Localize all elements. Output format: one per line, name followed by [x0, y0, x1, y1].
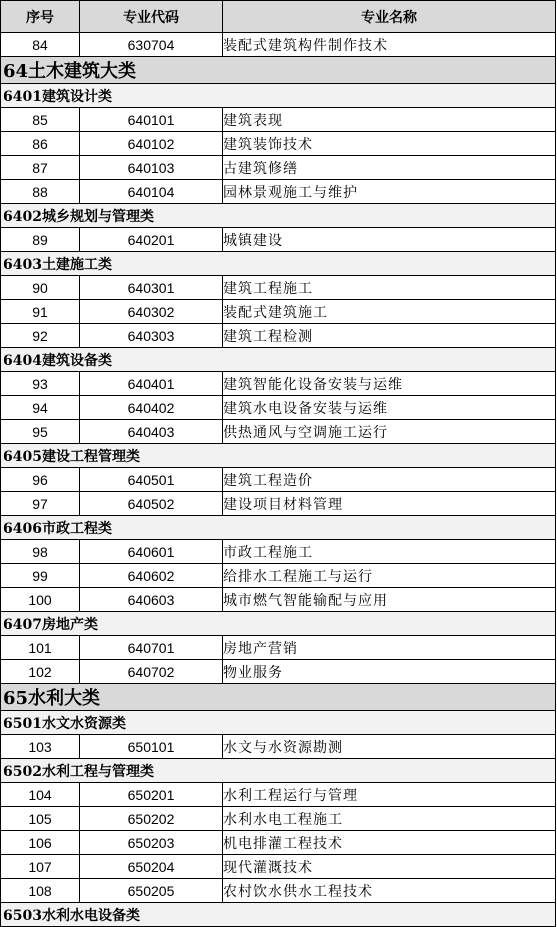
serial-cell: 87 [1, 156, 80, 180]
serial-cell: 100 [1, 588, 80, 612]
subcategory-row [1, 444, 556, 468]
code-cell: 640403 [80, 420, 223, 444]
name-cell: 现代灌溉技术 [223, 855, 556, 879]
table-row [1, 492, 556, 516]
table-row [1, 636, 556, 660]
table-row [1, 588, 556, 612]
code-cell: 640401 [80, 372, 223, 396]
table-row [1, 372, 556, 396]
code-cell: 640502 [80, 492, 223, 516]
name-cell: 房地产营销 [223, 636, 556, 660]
serial-cell: 99 [1, 564, 80, 588]
name-cell: 建设项目材料管理 [223, 492, 556, 516]
table-row [1, 396, 556, 420]
name-cell: 装配式建筑施工 [223, 300, 556, 324]
table-row [1, 564, 556, 588]
table-row [1, 468, 556, 492]
code-cell: 640701 [80, 636, 223, 660]
code-cell: 640702 [80, 660, 223, 684]
name-cell: 园林景观施工与维护 [223, 180, 556, 204]
serial-cell: 102 [1, 660, 80, 684]
subcategory-row [1, 252, 556, 276]
name-cell: 水利工程运行与管理 [223, 783, 556, 807]
table-row [1, 420, 556, 444]
major-category-row [1, 684, 556, 711]
name-cell: 建筑智能化设备安装与运维 [223, 372, 556, 396]
name-cell: 建筑工程检测 [223, 324, 556, 348]
header-name: 专业名称 [223, 1, 556, 33]
subcategory-label: 6403土建施工类 [1, 252, 556, 276]
subcategory-row [1, 348, 556, 372]
table-row [1, 660, 556, 684]
serial-cell: 94 [1, 396, 80, 420]
name-cell: 建筑工程施工 [223, 276, 556, 300]
serial-cell: 98 [1, 540, 80, 564]
serial-cell: 85 [1, 108, 80, 132]
subcategory-label: 6401建筑设计类 [1, 84, 556, 108]
name-cell: 水利水电工程施工 [223, 807, 556, 831]
subcategory-row [1, 612, 556, 636]
subcategory-row [1, 204, 556, 228]
code-cell: 640101 [80, 108, 223, 132]
major-category-label: 65水利大类 [1, 684, 556, 711]
code-cell: 640303 [80, 324, 223, 348]
name-cell: 建筑装饰技术 [223, 132, 556, 156]
code-cell: 640402 [80, 396, 223, 420]
table-row [1, 108, 556, 132]
table-row [1, 540, 556, 564]
table-row [1, 879, 556, 903]
name-cell: 建筑水电设备安装与运维 [223, 396, 556, 420]
code-cell: 640601 [80, 540, 223, 564]
code-cell: 640602 [80, 564, 223, 588]
code-cell: 640603 [80, 588, 223, 612]
code-cell: 640102 [80, 132, 223, 156]
name-cell: 水文与水资源勘测 [223, 735, 556, 759]
serial-cell: 88 [1, 180, 80, 204]
table-row [1, 324, 556, 348]
table-row [1, 300, 556, 324]
code-cell: 650205 [80, 879, 223, 903]
code-cell: 650101 [80, 735, 223, 759]
table-row [1, 33, 556, 57]
header-row [1, 1, 556, 33]
table-row [1, 855, 556, 879]
code-cell: 650204 [80, 855, 223, 879]
table-row [1, 156, 556, 180]
subcategory-row [1, 516, 556, 540]
subcategory-row [1, 903, 556, 927]
name-cell: 机电排灌工程技术 [223, 831, 556, 855]
subcategory-label: 6502水利工程与管理类 [1, 759, 556, 783]
table-row [1, 783, 556, 807]
code-cell: 650202 [80, 807, 223, 831]
table-row [1, 276, 556, 300]
table-row [1, 228, 556, 252]
table-row [1, 180, 556, 204]
code-cell: 640501 [80, 468, 223, 492]
serial-cell: 105 [1, 807, 80, 831]
name-cell: 农村饮水供水工程技术 [223, 879, 556, 903]
serial-cell: 101 [1, 636, 80, 660]
code-cell: 640104 [80, 180, 223, 204]
serial-cell: 90 [1, 276, 80, 300]
header-code: 专业代码 [80, 1, 223, 33]
code-cell: 650203 [80, 831, 223, 855]
name-cell: 给排水工程施工与运行 [223, 564, 556, 588]
header-serial: 序号 [1, 1, 80, 33]
serial-cell: 89 [1, 228, 80, 252]
name-cell: 古建筑修缮 [223, 156, 556, 180]
serial-cell: 91 [1, 300, 80, 324]
name-cell: 装配式建筑构件制作技术 [223, 33, 556, 57]
serial-cell: 92 [1, 324, 80, 348]
name-cell: 市政工程施工 [223, 540, 556, 564]
serial-cell: 104 [1, 783, 80, 807]
code-cell: 630704 [80, 33, 223, 57]
subcategory-row [1, 84, 556, 108]
serial-cell: 93 [1, 372, 80, 396]
serial-cell: 86 [1, 132, 80, 156]
major-category-label: 64土木建筑大类 [1, 57, 556, 84]
name-cell: 建筑工程造价 [223, 468, 556, 492]
name-cell: 物业服务 [223, 660, 556, 684]
code-cell: 640103 [80, 156, 223, 180]
serial-cell: 84 [1, 33, 80, 57]
name-cell: 供热通风与空调施工运行 [223, 420, 556, 444]
serial-cell: 96 [1, 468, 80, 492]
serial-cell: 108 [1, 879, 80, 903]
subcategory-row [1, 711, 556, 735]
subcategory-label: 6404建筑设备类 [1, 348, 556, 372]
name-cell: 城镇建设 [223, 228, 556, 252]
subcategory-label: 6402城乡规划与管理类 [1, 204, 556, 228]
name-cell: 城市燃气智能输配与应用 [223, 588, 556, 612]
serial-cell: 103 [1, 735, 80, 759]
serial-cell: 97 [1, 492, 80, 516]
code-cell: 640201 [80, 228, 223, 252]
code-cell: 640301 [80, 276, 223, 300]
subcategory-row [1, 759, 556, 783]
serial-cell: 106 [1, 831, 80, 855]
serial-cell: 95 [1, 420, 80, 444]
table-row [1, 735, 556, 759]
name-cell: 建筑表现 [223, 108, 556, 132]
code-cell: 650201 [80, 783, 223, 807]
table-row [1, 132, 556, 156]
table-body [1, 33, 556, 927]
table-row [1, 807, 556, 831]
subcategory-label: 6501水文水资源类 [1, 711, 556, 735]
subcategory-label: 6405建设工程管理类 [1, 444, 556, 468]
subcategory-label: 6406市政工程类 [1, 516, 556, 540]
subcategory-label: 6407房地产类 [1, 612, 556, 636]
subcategory-label: 6503水利水电设备类 [1, 903, 556, 927]
code-cell: 640302 [80, 300, 223, 324]
serial-cell: 107 [1, 855, 80, 879]
table-row [1, 831, 556, 855]
major-category-row [1, 57, 556, 84]
